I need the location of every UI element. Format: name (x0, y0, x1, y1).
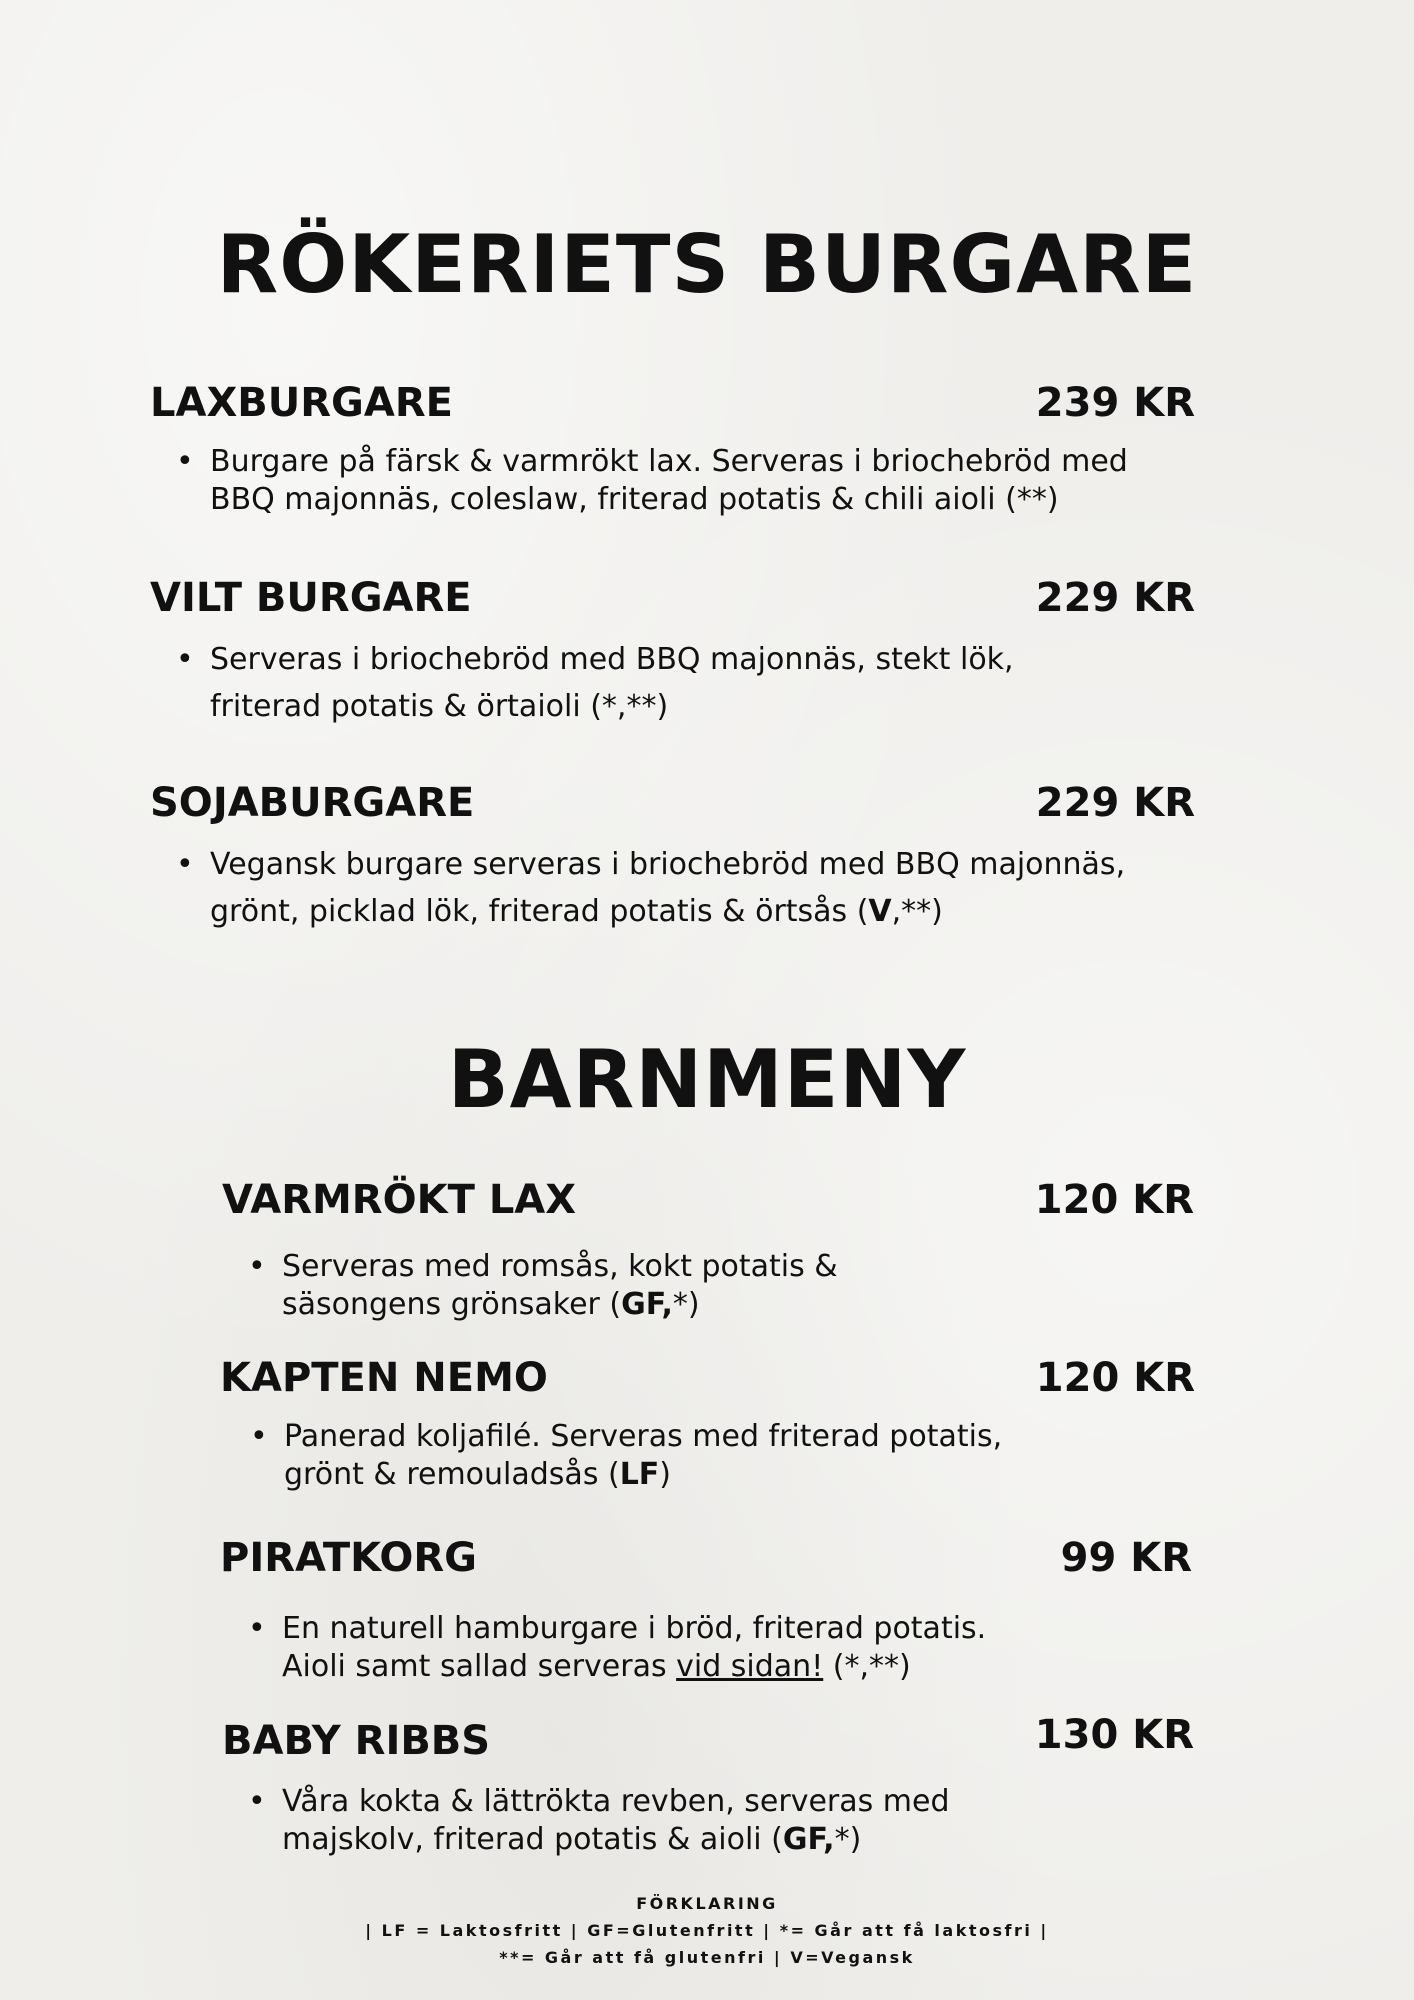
item-name: BABY RIBBS (222, 1718, 491, 1764)
item-name: KAPTEN NEMO (220, 1355, 548, 1401)
item-name: PIRATKORG (220, 1535, 477, 1581)
item-description (248, 1783, 950, 1859)
description-line: En naturell hamburgare i bröd, friterad potatis. (282, 1611, 987, 1646)
menu-item-laxburgare (150, 380, 1195, 523)
description-line: Serveras i briochebröd med BBQ majonnäs, stekt lök, (210, 642, 1014, 677)
description-line: säsongens grönsaker (GF,*) (282, 1287, 700, 1322)
item-description (176, 443, 1128, 519)
menu-item-piratkorg (220, 1535, 1192, 1688)
bullet-icon: • (176, 642, 194, 677)
item-name: SOJABURGARE (150, 780, 475, 826)
item-description (176, 636, 1014, 730)
item-price: 120 KR (1034, 1177, 1194, 1223)
bullet-icon: • (248, 1611, 266, 1646)
bullet-icon: • (176, 444, 194, 479)
menu-item-sojaburgare (150, 780, 1195, 933)
item-name: VARMRÖKT LAX (222, 1177, 577, 1223)
legend (0, 1890, 1414, 1971)
menu-item-vilt-burgare (150, 575, 1195, 728)
bullet-icon: • (176, 847, 194, 882)
description-line: friterad potatis & örtaioli (*,**) (210, 689, 669, 724)
description-line: Burgare på färsk & varmrökt lax. Serveras i briochebröd med (210, 444, 1128, 479)
item-price: 229 KR (1035, 780, 1195, 826)
item-price: 99 KR (1060, 1535, 1192, 1581)
menu-item-baby-ribbs (222, 1712, 1194, 1865)
menu-item-kapten-nemo (220, 1355, 1195, 1508)
description-line: BBQ majonnäs, coleslaw, friterad potatis & chili aioli (**) (210, 482, 1059, 517)
description-line: Vegansk burgare serveras i briochebröd med BBQ majonnäs, (210, 847, 1126, 882)
description-line: Våra kokta & lättrökta revben, serveras med (282, 1784, 950, 1819)
menu-item-varmrokt-lax (222, 1177, 1194, 1330)
description-line: grönt, picklad lök, friterad potatis & örtsås (V,**) (210, 894, 943, 929)
description-line: grönt & remouladsås (LF) (284, 1457, 672, 1492)
bullet-icon: • (250, 1419, 268, 1454)
item-description (248, 1248, 838, 1324)
item-price: 229 KR (1035, 575, 1195, 621)
item-price: 239 KR (1035, 380, 1195, 426)
legend-line: | LF = Laktosfritt | GF=Glutenfritt | *= Går att få laktosfri | (365, 1921, 1049, 1940)
item-name: VILT BURGARE (150, 575, 472, 621)
item-description (176, 841, 1126, 935)
legend-line: **= Går att få glutenfri | V=Vegansk (499, 1948, 915, 1967)
item-description (248, 1610, 987, 1686)
description-line: Aioli samt sallad serveras vid sidan! (*,**) (282, 1649, 911, 1684)
bullet-icon: • (248, 1249, 266, 1284)
bullet-icon: • (248, 1784, 266, 1819)
item-name: LAXBURGARE (150, 380, 453, 426)
description-line: Serveras med romsås, kokt potatis & (282, 1249, 838, 1284)
section-title-kids: BARNMENY (447, 1033, 967, 1126)
item-price: 130 KR (1034, 1712, 1194, 1758)
section-title-burgers: RÖKERIETS BURGARE (216, 218, 1198, 311)
description-line: majskolv, friterad potatis & aioli (GF,*) (282, 1822, 862, 1857)
item-price: 120 KR (1035, 1355, 1195, 1401)
description-line: Panerad koljafilé. Serveras med friterad potatis, (284, 1419, 1003, 1454)
legend-title: FÖRKLARING (636, 1894, 778, 1913)
item-description (250, 1418, 1003, 1494)
